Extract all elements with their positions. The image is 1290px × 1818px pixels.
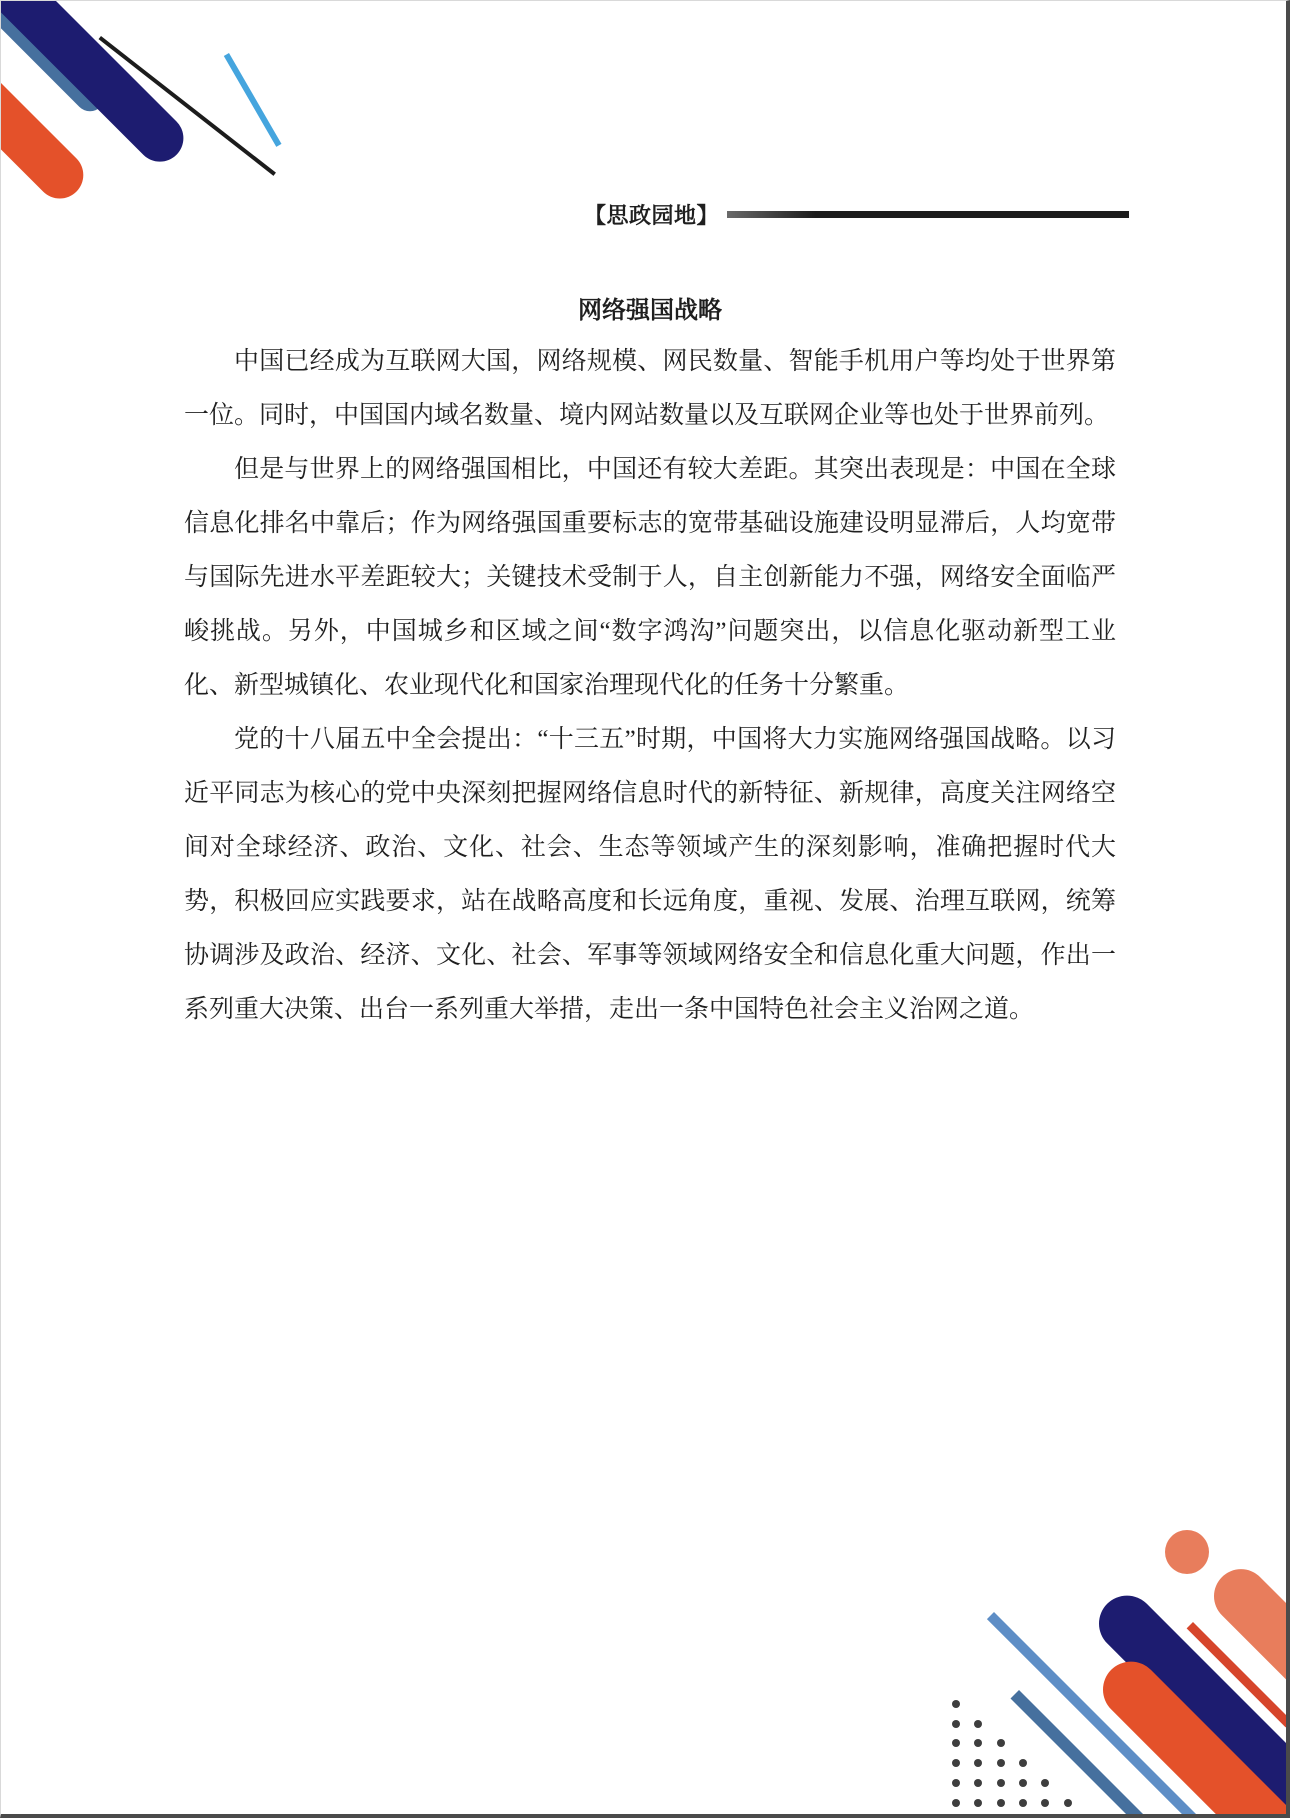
dot — [1064, 1799, 1072, 1807]
decor-capsule-navy — [0, 0, 193, 171]
dot-grid — [952, 1700, 1092, 1818]
dot — [974, 1720, 982, 1728]
dot — [1041, 1799, 1049, 1807]
dot — [952, 1799, 960, 1807]
decor-capsule-salmon — [1203, 1558, 1290, 1759]
decor-capsule-navy-br — [1087, 1584, 1290, 1818]
decor-capsule-orange-big — [0, 23, 93, 208]
dot — [974, 1799, 982, 1807]
dot — [952, 1720, 960, 1728]
dot — [952, 1700, 960, 1708]
decor-line-red — [1187, 1622, 1290, 1727]
decor-line-steel-blue — [1011, 1690, 1150, 1818]
article-title: 网络强国战略 — [578, 298, 722, 324]
article-body — [184, 335, 1116, 1037]
decor-line-sky-blue — [224, 53, 282, 147]
dot — [997, 1739, 1005, 1747]
decor-capsule-orange-small — [0, 0, 74, 59]
decor-capsule-steel-blue — [0, 0, 111, 117]
dot — [1019, 1759, 1027, 1767]
article — [184, 289, 1116, 1037]
dot — [1019, 1779, 1027, 1787]
dot — [1041, 1779, 1049, 1787]
decor-capsule-orange-br — [1091, 1650, 1290, 1818]
paragraph: 党的十八届五中全会提出：“十三五”时期，中国将大力实施网络强国战略。以习近平同志为核心的党中央深刻把握网络信息时代的新特征、新规律，高度关注网络空间对全球经济、政治、文化、社会、生态等领域产生的深刻影响，准确把握时代大势，积极回应实践要求，站在战略高度和长远角度，重视、发展、治理互联网，统筹协调涉及政治、经济、文化、社会、军事等领域网络安全和信息化重大问题，作出一系列重大决策、出台一系列重大举措，走出一条中国特色社会主义治网之道。 — [184, 726, 1116, 1023]
header-rule — [727, 211, 1129, 218]
dot — [997, 1759, 1005, 1767]
decor-line-slate-blue — [987, 1612, 1206, 1818]
dot — [1019, 1799, 1027, 1807]
dot — [952, 1739, 960, 1747]
paragraph: 中国已经成为互联网大国，网络规模、网民数量、智能手机用户等均处于世界第一位。同时，中国国内域名数量、境内网站数量以及互联网企业等也处于世界前列。 — [184, 348, 1116, 429]
paragraph: 但是与世界上的网络强国相比，中国还有较大差距。其突出表现是：中国在全球信息化排名中靠后；作为网络强国重要标志的宽带基础设施建设明显滞后，人均宽带与国际先进水平差距较大；关键技术受制于人，自主创新能力不强，网络安全面临严峻挑战。另外，中国城乡和区域之间“数字鸿沟”问题突出，以信息化驱动新型工业化、新型城镇化、农业现代化和国家治理现代化的任务十分繁重。 — [184, 456, 1116, 699]
dot — [974, 1739, 982, 1747]
decor-circle-salmon — [1165, 1530, 1209, 1574]
dot — [997, 1779, 1005, 1787]
dot — [974, 1759, 982, 1767]
dot — [952, 1759, 960, 1767]
decor-line-black — [99, 36, 276, 176]
dot — [974, 1779, 982, 1787]
dot — [997, 1799, 1005, 1807]
section-header: 【思政园地】 — [584, 203, 720, 228]
dot — [952, 1779, 960, 1787]
